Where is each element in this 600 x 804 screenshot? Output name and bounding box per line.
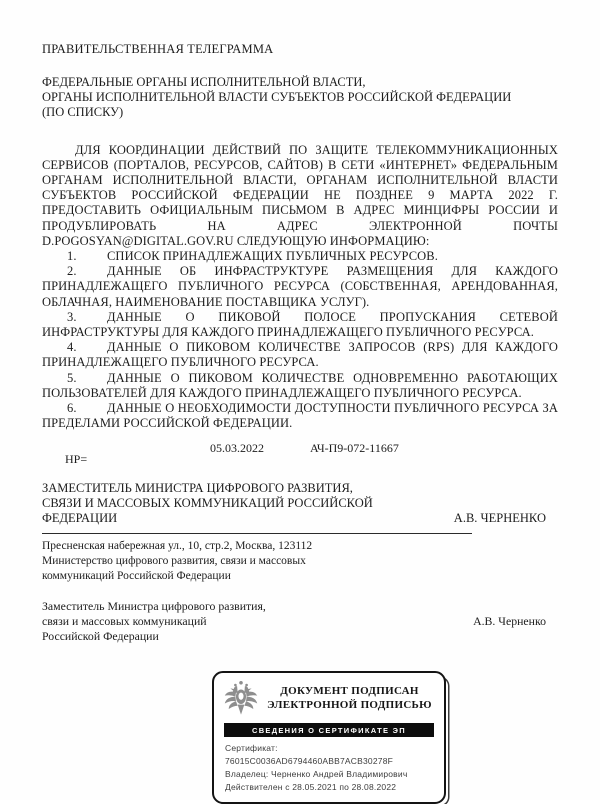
list-item-number: 1. — [67, 249, 77, 264]
list-item-text: СПИСОК ПРИНАДЛЕЖАЩИХ ПУБЛИЧНЫХ РЕСУРСОВ. — [107, 249, 438, 264]
stamp-title — [264, 685, 435, 712]
footer-org-line: коммуникаций Российской Федерации — [42, 570, 231, 583]
list-item-text: ДАННЫЕ ОБ ИНФРАСТРУКТУРЕ РАЗМЕЩЕНИЯ ДЛЯ КАЖДОГО ПРИНАДЛЕЖАЩЕГО ПУБЛИЧНОГО РЕСУРСА (СОБСТВЕННАЯ, АРЕНДОВАННАЯ, ОБЛАЧНАЯ, НАИМЕНОВАНИЕ ПОСТАВЩИКА УСЛУГ). — [42, 264, 558, 309]
signature-block-upper — [42, 481, 558, 526]
list-item-number: 4. — [67, 340, 77, 355]
addressee-line: ОРГАНЫ ИСПОЛНИТЕЛЬНОЙ ВЛАСТИ СУБЪЕКТОВ РОССИЙСКОЙ ФЕДЕРАЦИИ — [42, 90, 512, 105]
footer-org-line: Министерство цифрового развития, связи и массовых — [42, 555, 306, 568]
stamp-certificate-bar: СВЕДЕНИЯ О СЕРТИФИКАТЕ ЭП — [224, 723, 434, 738]
list-item-text: ДАННЫЕ О ПИКОВОМ КОЛИЧЕСТВЕ ЗАПРОСОВ (RPS) ДЛЯ КАЖДОГО ПРИНАДЛЕЖАЩЕГО ПУБЛИЧНОГО РЕСУРСА. — [42, 340, 558, 370]
stamp-certificate-details — [223, 742, 435, 793]
stamp-header — [223, 680, 435, 718]
footer-position-block — [42, 599, 558, 644]
body-paragraph: ДЛЯ КООРДИНАЦИИ ДЕЙСТВИЙ ПО ЗАЩИТЕ ТЕЛЕКОММУНИКАЦИОННЫХ СЕРВИСОВ (ПОРТАЛОВ, РЕСУРСОВ, САЙТОВ) В СЕТИ «ИНТЕРНЕТ» ФЕДЕРАЛЬНЫМ ОРГАНАМ ИСПОЛНИТЕЛЬНОЙ ВЛАСТИ, ОРГАНАМ ИСПОЛНИТЕЛЬНОЙ ВЛАСТИ СУБЪЕКТОВ РОССИЙСКОЙ ФЕДЕРАЦИИ НЕ ПОЗДНЕЕ 9 МАРТА 2022 Г. ПРЕДОСТАВИТЬ ОФИЦИАЛЬНЫМ ПИСЬМОМ В АДРЕС МИНЦИФРЫ РОССИИ И ПРОДУБЛИРОВАТЬ НА АДРЕС ЭЛЕКТРОННОЙ ПОЧТЫ D.POGOSYAN@DIGITAL.GOV.RU СЛЕДУЮЩУЮ ИНФОРМАЦИЮ: — [42, 142, 558, 248]
footer-position-line: связи и массовых коммуникаций — [42, 613, 207, 628]
list-item-number: 5. — [67, 370, 77, 385]
reference-number: АЧ-П9-072-11667 — [310, 441, 399, 456]
footer-divider-line — [42, 533, 472, 534]
list-item-number: 2. — [67, 264, 77, 279]
numbered-list — [42, 249, 558, 431]
list-item — [42, 401, 558, 431]
list-item-text: ДАННЫЕ О ПИКОВОЙ ПОЛОСЕ ПРОПУСКАНИЯ СЕТЕВОЙ ИНФРАСТРУКТУРЫ ДЛЯ КАЖДОГО ПРИНАДЛЕЖАЩЕГО ПУБЛИЧНОГО РЕСУРСА. — [42, 309, 558, 340]
hp-mark: НР= — [65, 452, 88, 467]
list-item-text: ДАННЫЕ О НЕОБХОДИМОСТИ ДОСТУПНОСТИ ПУБЛИЧНОГО РЕСУРСА ЗА ПРЕДЕЛАМИ РОССИЙСКОЙ ФЕДЕРАЦИИ. — [42, 401, 558, 431]
electronic-signature-stamp — [212, 671, 446, 804]
footer-address-block — [42, 539, 558, 583]
list-item — [42, 264, 558, 310]
certificate-owner: Владелец: Черненко Андрей Владимирович — [225, 768, 408, 779]
certificate-validity: Действителен с 28.05.2021 по 28.08.2022 — [225, 781, 397, 792]
signer-title-line — [42, 511, 558, 526]
footer-position-line: Заместитель Министра цифрового развития, — [42, 598, 266, 613]
document-title: ПРАВИТЕЛЬСТВЕННАЯ ТЕЛЕГРАММА — [42, 42, 274, 56]
document-date: 05.03.2022 — [210, 441, 264, 456]
footer-signer-name: А.В. Черненко — [473, 613, 546, 628]
stamp-title-line: ЭЛЕКТРОННОЙ ПОДПИСЬЮ — [267, 698, 432, 711]
certificate-number: Сертификат: 76015C0036AD6794460ABB7ACB30278F — [225, 743, 394, 767]
signer-title-line: ФЕДЕРАЦИИ — [42, 511, 118, 526]
list-item-text: ДАННЫЕ О ПИКОВОМ КОЛИЧЕСТВЕ ОДНОВРЕМЕННО РАБОТАЮЩИХ ПОЛЬЗОВАТЕЛЕЙ ДЛЯ КАЖДОГО ПРИНАДЛЕЖАЩЕГО ПУБЛИЧНОГО РЕСУРСА. — [42, 370, 558, 400]
list-item — [42, 310, 558, 340]
list-item — [42, 340, 558, 370]
addressee-block — [42, 75, 558, 121]
coat-of-arms-icon — [223, 680, 259, 718]
list-item — [42, 371, 558, 401]
footer-position-line: Российской Федерации — [42, 628, 159, 643]
list-item-number: 3. — [67, 309, 77, 324]
signer-title-line: СВЯЗИ И МАССОВЫХ КОММУНИКАЦИЙ РОССИЙСКОЙ — [42, 496, 373, 511]
signer-title-line: ЗАМЕСТИТЕЛЬ МИНИСТРА ЦИФРОВОГО РАЗВИТИЯ, — [42, 481, 353, 496]
footer-position-line — [42, 614, 558, 629]
addressee-line: ФЕДЕРАЛЬНЫЕ ОРГАНЫ ИСПОЛНИТЕЛЬНОЙ ВЛАСТИ, — [42, 75, 366, 89]
stamp-title-line: ДОКУМЕНТ ПОДПИСАН — [280, 685, 419, 698]
list-item — [42, 249, 558, 264]
reference-row — [42, 439, 558, 473]
signer-name: А.В. ЧЕРНЕНКО — [453, 511, 546, 526]
list-item-number: 6. — [67, 401, 77, 416]
addressee-line: (ПО СПИСКУ) — [42, 105, 124, 120]
footer-address: Пресненская набережная ул., 10, стр.2, Москва, 123112 — [42, 540, 313, 553]
